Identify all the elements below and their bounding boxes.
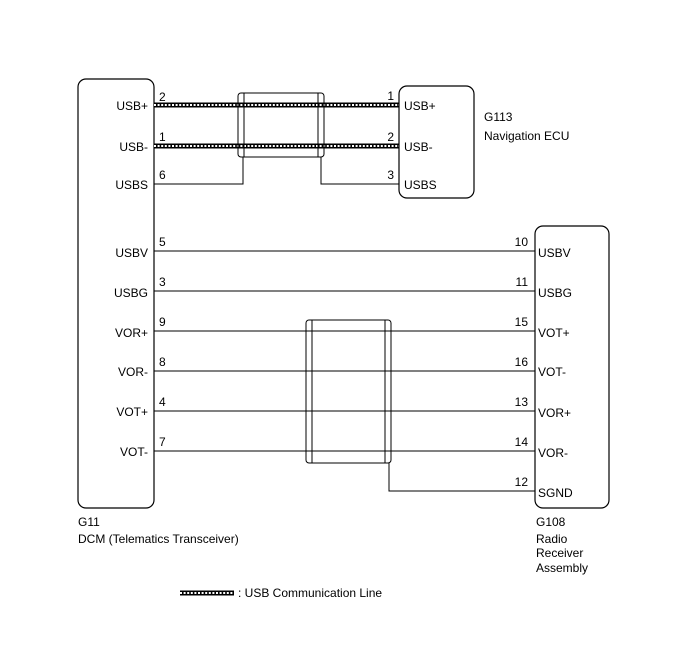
- dcm-pin-number: 9: [159, 315, 166, 329]
- dcm-pin-number: 6: [159, 168, 166, 182]
- dcm-pin-number: 1: [159, 130, 166, 144]
- audio-shield: [306, 320, 391, 463]
- dcm-pin-label: USBV: [115, 246, 148, 260]
- sgnd-wire: [389, 463, 535, 491]
- dcm-pin-number: 8: [159, 355, 166, 369]
- dcm-pin-label: USB+: [116, 99, 148, 113]
- radio-pin-label: VOT-: [538, 365, 567, 379]
- dcm-pin-number: 5: [159, 235, 166, 249]
- dcm-pin-label: VOT+: [116, 405, 148, 419]
- legend-text: : USB Communication Line: [238, 586, 383, 600]
- nav-pin-number: 1: [387, 89, 394, 103]
- dcm-pin-number: 2: [159, 90, 166, 104]
- radio-pin-label: USBV: [538, 246, 571, 260]
- nav-pin-label: USBS: [404, 178, 437, 192]
- dcm-code: G11: [78, 515, 100, 529]
- radio-pin-number: 13: [514, 395, 528, 409]
- usbs-wire-dcm: [154, 157, 243, 184]
- dcm-pin-label: USBG: [113, 286, 148, 300]
- dcm-pin-number: 3: [159, 275, 166, 289]
- radio-code: G108: [536, 515, 566, 529]
- nav-name: Navigation ECU: [484, 129, 570, 143]
- dcm-pin-label: USBS: [115, 178, 148, 192]
- dcm-pin-label: VOT-: [119, 445, 148, 459]
- nav-code: G113: [484, 110, 513, 124]
- dcm-pin-number: 7: [159, 435, 166, 449]
- nav-pin-number: 2: [387, 130, 394, 144]
- radio-pin-number: 10: [514, 235, 528, 249]
- radio-name-line: Radio: [536, 532, 568, 546]
- nav-pin-label: USB-: [404, 140, 433, 154]
- radio-pin-label: VOR+: [538, 406, 572, 420]
- radio-name-line: Receiver: [536, 546, 584, 560]
- radio-pin-number: 12: [514, 475, 528, 489]
- radio-pin-label: SGND: [538, 486, 573, 500]
- radio-pin-label: VOR-: [538, 446, 568, 460]
- radio-pin-number: 15: [514, 315, 528, 329]
- radio-pin-label: VOT+: [538, 326, 570, 340]
- radio-pin-number: 16: [514, 355, 528, 369]
- radio-pin-number: 11: [515, 275, 528, 289]
- radio-name-line: Assembly: [536, 561, 589, 575]
- dcm-pin-label: VOR+: [114, 326, 148, 340]
- nav-pin-label: USB+: [404, 99, 436, 113]
- dcm-pin-number: 4: [159, 395, 166, 409]
- dcm-name: DCM (Telematics Transceiver): [78, 532, 239, 546]
- radio-pin-number: 14: [514, 435, 528, 449]
- dcm-pin-label: VOR-: [118, 365, 148, 379]
- radio-pin-label: USBG: [538, 286, 573, 300]
- nav-pin-number: 3: [387, 168, 394, 182]
- dcm-pin-label: USB-: [119, 140, 148, 154]
